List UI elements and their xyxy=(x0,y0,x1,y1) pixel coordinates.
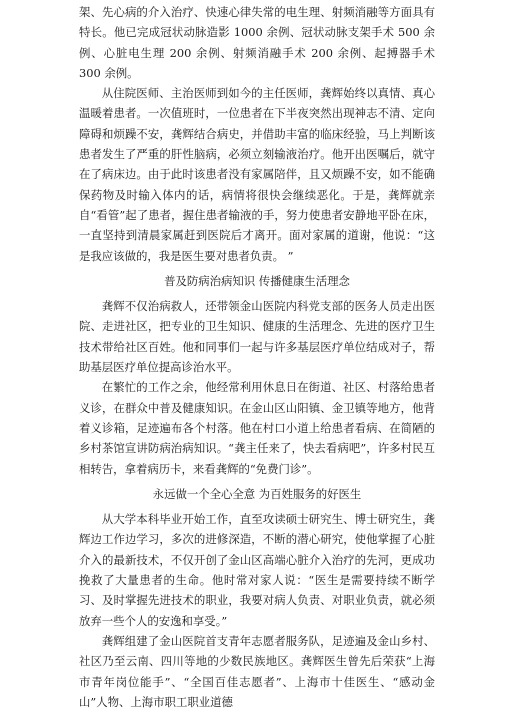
paragraph-patient-story: 从住院医师、主治医师到如今的主任医师，龚辉始终以真情、真心温暖着患者。一次值班时，一位患者在下半夜突然出现神志不清、定向障碍和烦躁不安，龚辉结合病史，并借助丰富的临床经验，马上判断该患者发生了严重的肝性脑病，必须立刻输液治疗。他开出医嘱后，就守在了病床边。由于此时该患者没有家属陪伴，且又烦躁不安，如不能确保药物及时输入体内的话，病情将很快会继续恶化。于是，龚辉就亲自“看管”起了患者，握住患者输液的手，努力使患者安静地平卧在床，一直坚持到清晨家属赶到医院后才离开。面对家属的道谢，他说：“这是我应该做的，我是医生要对患者负责。 ” xyxy=(79,86,435,263)
paragraph-volunteer-team: 龚辉组建了金山医院首支青年志愿者服务队，足迹遍及金山乡村、社区乃至云南、四川等地的少数民族地区。龚辉医生曾先后荣获“上海市青年岗位能手”、“全国百佳志愿者”、上海市十佳医生、“感动金山”人物、上海市职工职业道德 xyxy=(79,633,435,709)
section-heading-good-doctor: 永远做一个全心全意 为百姓服务的好医生 xyxy=(152,486,362,501)
paragraph-free-clinic: 在繁忙的工作之余，他经常利用休息日在街道、社区、村落给患者义诊，在群众中普及健康知识。在金山区山阳镇、金卫镇等地方，他背着义诊箱，足迹遍布各个村落。他在村口小道上给患者看病、在简陋的乡村茶馆宣讲防病治病知识。“龚主任来了，快去看病吧”，许多村民互相转告，拿着病历卡，来看龚辉的“免费门诊”。 xyxy=(79,380,435,476)
paragraph-community-outreach: 龚辉不仅治病救人，还带领金山医院内科党支部的医务人员走出医院、走进社区，把专业的卫生知识、健康的生活理念、先进的医疗卫生技术带给社区百姓。他和同事们一起与许多基层医疗单位结成对子，帮助基层医疗单位提高诊治水平。 xyxy=(79,299,435,375)
section-heading-health-education: 普及防病治病知识 传播健康生活理念 xyxy=(164,273,350,288)
paragraph-specialties: 架、先心病的介入治疗、快速心律失常的电生理、射频消融等方面具有特长。他已完成冠状动脉造影 1000 余例、冠状动脉支架手术 500 余例、心脏电生理 200 余例、射频消融手术 200 余例、起搏器手术 300 余例。 xyxy=(79,5,435,80)
article-body xyxy=(79,2,435,712)
paragraph-continuous-learning: 从大学本科毕业开始工作，直至攻读硕士研究生、博士研究生，龚辉边工作边学习，多次的进修深造，不断的潜心研究，使他掌握了心脏介入的最新技术，不仅开创了金山区高端心脏介入治疗的先河，更成功挽救了大量患者的生命。他时常对家人说：“医生是需要持续不断学习、及时掌握先进技术的职业，我要对病人负责、对职业负责，就必须放弃一些个人的安逸和享受。” xyxy=(79,512,435,628)
